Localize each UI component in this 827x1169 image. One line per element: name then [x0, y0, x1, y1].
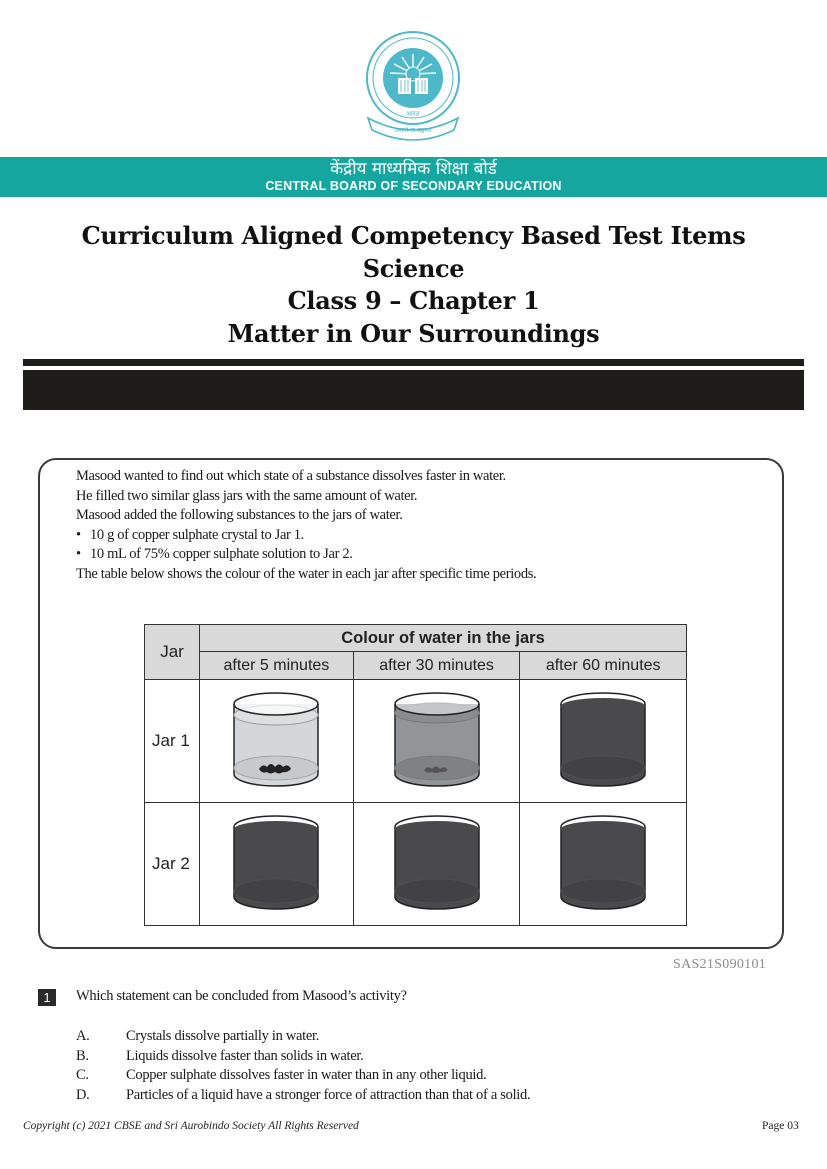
option-letter: A. — [76, 1028, 90, 1044]
jar-dark-water-icon — [558, 689, 648, 789]
stimulus-line: Masood added the following substances to the jars of water. — [76, 507, 403, 524]
option-text: Copper sulphate dissolves faster in water than in any other liquid. — [126, 1067, 487, 1084]
jar-light-water-crystals-icon — [231, 689, 321, 789]
jar-cell — [353, 680, 520, 803]
stimulus-line: Masood wanted to find out which state of a substance dissolves faster in water. — [76, 468, 506, 484]
cbse-banner — [0, 157, 827, 197]
option-letter: C. — [76, 1067, 89, 1084]
option-a[interactable] — [76, 1027, 530, 1047]
jar-cell — [200, 680, 354, 803]
question-text: Which statement can be concluded from Masood’s activity? — [76, 988, 407, 1004]
jar-colour-table — [144, 624, 687, 926]
bullet-text: 10 g of copper sulphate crystal to Jar 1. — [90, 526, 304, 543]
title-line-1: Curriculum Aligned Competency Based Test Items — [81, 221, 746, 250]
banner-english-title: CENTRAL BOARD OF SECONDARY EDUCATION — [265, 179, 562, 193]
jar-dark-water-icon — [392, 812, 482, 912]
option-d[interactable] — [76, 1086, 530, 1106]
option-letter: D. — [76, 1086, 90, 1103]
table-header-time: after 30 minutes — [353, 652, 520, 680]
title-class-chapter: Class 9 – Chapter 1 — [287, 286, 540, 315]
question-number-badge: 1 — [38, 989, 56, 1006]
stimulus-line: The table below shows the colour of the water in each jar after specific time periods. — [76, 565, 537, 582]
table-row — [145, 803, 687, 926]
table-header-time: after 5 minutes — [200, 652, 354, 680]
divider-thin — [23, 359, 804, 366]
footer-page-number: Page 03 — [762, 1120, 799, 1132]
option-c[interactable] — [76, 1066, 530, 1086]
jar-cell — [520, 803, 687, 926]
option-b[interactable] — [76, 1047, 530, 1067]
cbse-emblem-icon — [362, 30, 464, 142]
jar-dark-water-icon — [558, 812, 648, 912]
title-chapter-name: Matter in Our Surroundings — [227, 318, 600, 348]
jar-medium-water-crystals-icon — [392, 689, 482, 789]
table-row — [145, 680, 687, 803]
option-text: Crystals dissolve partially in water. — [126, 1028, 320, 1044]
banner-hindi-title: केंद्रीय माध्यमिक शिक्षा बोर्ड — [330, 159, 497, 179]
item-code: SAS21S090101 — [673, 957, 767, 972]
document-title — [0, 220, 827, 350]
row-label: Jar 1 — [145, 680, 200, 803]
stimulus-line: He filled two similar glass jars with the same amount of water. — [76, 487, 418, 504]
title-subject: Science — [362, 253, 465, 283]
stimulus-bullet — [76, 526, 536, 546]
table-header-time: after 60 minutes — [520, 652, 687, 680]
stimulus-bullet — [76, 545, 536, 565]
jar-cell — [353, 803, 520, 926]
table-header-jar: Jar — [145, 625, 200, 680]
footer-copyright: Copyright (c) 2021 CBSE and Sri Aurobindo Society All Rights Reserved — [23, 1120, 359, 1132]
option-letter: B. — [76, 1047, 89, 1064]
divider-thick-bar — [23, 370, 804, 410]
row-label: Jar 2 — [145, 803, 200, 926]
bullet-text: 10 mL of 75% copper sulphate solution to Jar 2. — [90, 546, 353, 563]
jar-cell — [200, 803, 354, 926]
table-header-group: Colour of water in the jars — [200, 625, 687, 652]
cbse-logo — [362, 30, 464, 142]
svg-text:भारत: भारत — [406, 110, 420, 118]
jar-dark-water-icon — [231, 812, 321, 912]
option-text: Particles of a liquid have a stronger force of attraction than that of a solid. — [126, 1086, 531, 1103]
jar-cell — [520, 680, 687, 803]
svg-text:असतो मा सद्गमय: असतो मा सद्गमय — [394, 127, 432, 134]
answer-options — [76, 1027, 530, 1105]
stimulus-text — [76, 467, 536, 585]
option-text: Liquids dissolve faster than solids in water. — [126, 1047, 364, 1064]
